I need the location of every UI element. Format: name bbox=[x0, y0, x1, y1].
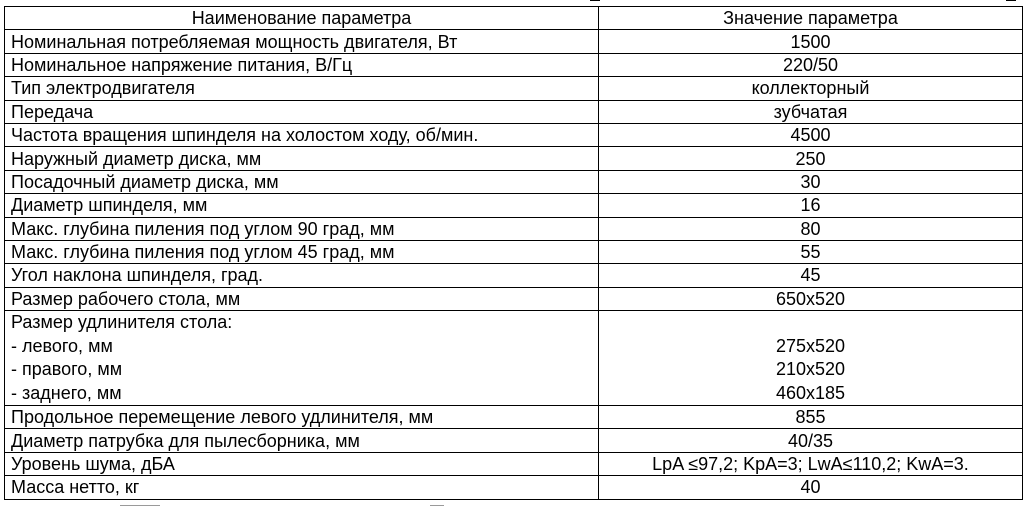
extension-left-name: - левого, мм bbox=[11, 335, 113, 356]
parameter-value: 250 bbox=[599, 147, 1023, 170]
table-row-extension-group bbox=[5, 311, 1023, 406]
parameter-value: 55 bbox=[599, 240, 1023, 263]
parameter-value: зубчатая bbox=[599, 100, 1023, 123]
parameter-name: Номинальная потребляемая мощность двигателя, Вт bbox=[5, 30, 599, 53]
header-parameter-name: Наименование параметра bbox=[5, 7, 599, 30]
extension-rear-name: - заднего, мм bbox=[11, 382, 122, 403]
parameter-name: Макс. глубина пиления под углом 90 град, мм bbox=[5, 217, 599, 240]
parameter-value: 1500 bbox=[599, 30, 1023, 53]
extension-left-value: 275x520 bbox=[775, 335, 846, 356]
table-row bbox=[5, 406, 1023, 429]
extension-right-name: - правого, мм bbox=[11, 359, 123, 380]
parameter-name: Размер рабочего стола, мм bbox=[5, 287, 599, 310]
parameter-name: Макс. глубина пиления под углом 45 град, мм bbox=[5, 240, 599, 263]
extension-group-spacer bbox=[599, 311, 1022, 335]
cropped-text-remnant bbox=[430, 505, 444, 509]
parameter-value: 650x520 bbox=[599, 287, 1023, 310]
parameter-name: Тип электродвигателя bbox=[5, 77, 599, 100]
parameter-name: Диаметр шпинделя, мм bbox=[5, 194, 599, 217]
extension-group-names bbox=[5, 311, 599, 406]
parameter-name: Угол наклона шпинделя, град. bbox=[5, 264, 599, 287]
table-row bbox=[5, 452, 1023, 475]
table-row bbox=[5, 240, 1023, 263]
extension-rear-value: 460x185 bbox=[775, 382, 846, 403]
parameter-value: 45 bbox=[599, 264, 1023, 287]
parameter-value: 40/35 bbox=[599, 429, 1023, 452]
table-row bbox=[5, 53, 1023, 76]
table-row bbox=[5, 77, 1023, 100]
table-row bbox=[5, 170, 1023, 193]
parameter-value: коллекторный bbox=[599, 77, 1023, 100]
table-row bbox=[5, 476, 1023, 499]
parameter-value: LpA ≤97,2; KpA=3; LwA≤110,2; KwA=3. bbox=[599, 452, 1023, 475]
extension-group-title: Размер удлинителя стола: bbox=[11, 312, 233, 333]
extension-group-values bbox=[599, 311, 1023, 406]
header-parameter-value: Значение параметра bbox=[599, 7, 1023, 30]
table-row bbox=[5, 100, 1023, 123]
table-row bbox=[5, 287, 1023, 310]
parameter-name: Передача bbox=[5, 100, 599, 123]
parameter-name: Продольное перемещение левого удлинителя, мм bbox=[5, 406, 599, 429]
table-row bbox=[5, 147, 1023, 170]
parameter-value: 40 bbox=[599, 476, 1023, 499]
table-row bbox=[5, 264, 1023, 287]
specifications-table bbox=[4, 6, 1023, 500]
parameter-name: Посадочный диаметр диска, мм bbox=[5, 170, 599, 193]
cropped-text-remnant bbox=[120, 505, 160, 509]
table-row bbox=[5, 123, 1023, 146]
table-row bbox=[5, 217, 1023, 240]
table-row bbox=[5, 194, 1023, 217]
table-header-row bbox=[5, 7, 1023, 30]
parameter-name: Уровень шума, дБА bbox=[5, 452, 599, 475]
extension-right-value: 210x520 bbox=[775, 359, 846, 380]
parameter-name: Масса нетто, кг bbox=[5, 476, 599, 499]
table-row bbox=[5, 429, 1023, 452]
parameter-name: Частота вращения шпинделя на холостом ходу, об/мин. bbox=[5, 123, 599, 146]
parameter-value: 855 bbox=[599, 406, 1023, 429]
parameter-name: Наружный диаметр диска, мм bbox=[5, 147, 599, 170]
parameter-value: 30 bbox=[599, 170, 1023, 193]
parameter-value: 4500 bbox=[599, 123, 1023, 146]
parameter-value: 220/50 bbox=[599, 53, 1023, 76]
parameter-value: 16 bbox=[599, 194, 1023, 217]
table-row bbox=[5, 30, 1023, 53]
parameter-value: 80 bbox=[599, 217, 1023, 240]
parameter-name: Диаметр патрубка для пылесборника, мм bbox=[5, 429, 599, 452]
parameter-name: Номинальное напряжение питания, В/Гц bbox=[5, 53, 599, 76]
